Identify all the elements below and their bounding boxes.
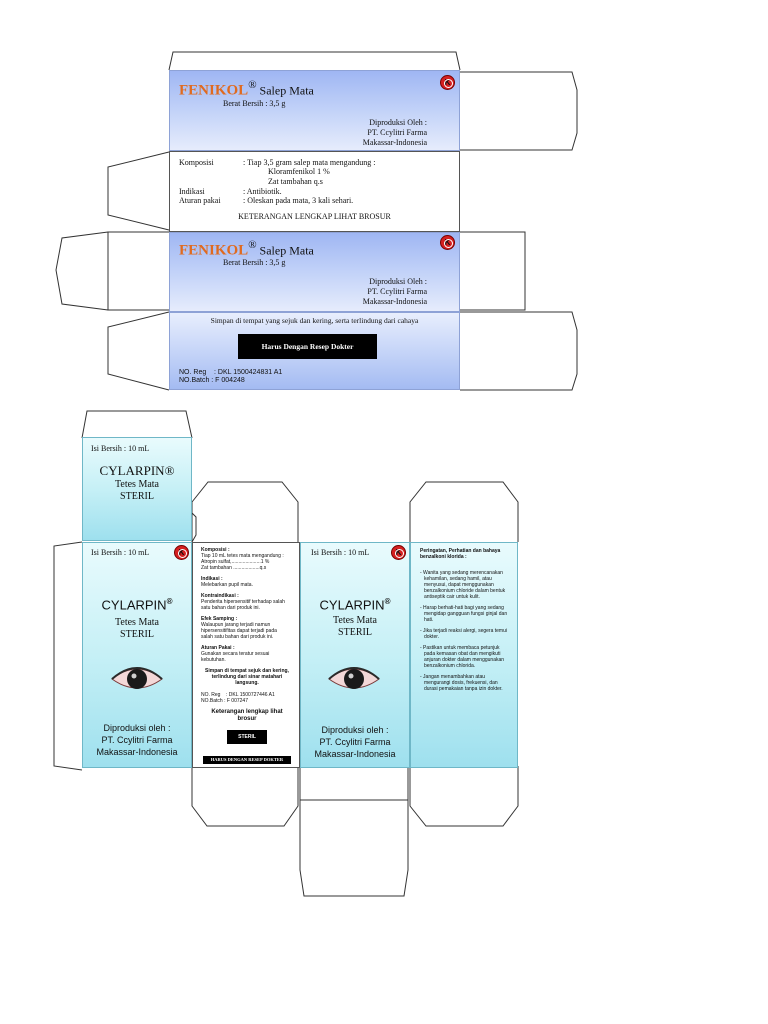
aturan-value: : Oleskan pada mata, 3 kali sehari. [243, 196, 354, 205]
storage-text: Simpan di tempat yang sejuk dan kering, serta terlindung dari cahaya [210, 316, 419, 325]
cylarpin-brand: CYLARPIN® [99, 463, 175, 478]
warning-block [420, 548, 514, 692]
fenikol-company: PT. Ccylitri Farma [367, 128, 427, 137]
warning-line: - Harap berhati-hati bagi yang sedang [420, 605, 504, 611]
indikasi-heading: Indikasi : [201, 576, 223, 582]
info-block [201, 547, 293, 723]
warning-line: benzalkonium chlorida. [424, 663, 476, 669]
kontra-line: Penderita hipersensitif terhadap salah [201, 599, 285, 605]
warning-line: benzalkonium chloride dalam bentuk [424, 588, 506, 594]
cylarpin-sub1: Tetes Mata [114, 479, 159, 490]
fenikol-nobatch: NO.Batch : F 004248 [179, 377, 245, 384]
fenikol-brand: FENIKOL [179, 242, 249, 259]
fenikol-reg-mark: ® [248, 239, 257, 251]
keterangan-line: brosur [237, 716, 257, 722]
fenikol-net-weight: Berat Bersih : 3,5 g [223, 99, 286, 108]
cylarpin-company: PT. Ccylitri Farma [101, 735, 173, 745]
prescription-button: Harus Dengan Resep Dokter [238, 334, 377, 359]
kontra-line: satu bahan dari produk ini. [201, 605, 260, 611]
zat-tambahan-line: Zat tambahan q.s [268, 177, 323, 186]
komposisi-line: Zat tambahan ...................q.s [201, 565, 267, 571]
simpan-line: terlindung dari sinar matahari [211, 674, 283, 680]
warning-line: - Jika terjadi reaksi alergi, segera temui [420, 628, 507, 634]
keterangan-text: KETERANGAN LENGKAP LIHAT BROSUR [238, 212, 391, 221]
cylarpin-sub1: Tetes Mata [332, 615, 377, 626]
komposisi-heading: Komposisi : [201, 547, 230, 553]
efek-line: Walaupun jarang terjadi namun [201, 622, 271, 628]
fenikol-produced-by: Diproduksi Oleh : [369, 118, 427, 127]
simpan-line: Simpan di tempat sejuk dan kering, [205, 668, 289, 674]
aturan-label: Aturan pakai [179, 196, 221, 205]
cylarpin-front-panel-1 [82, 542, 192, 768]
fenikol-composition-panel [169, 151, 460, 232]
fenikol-bottom-panel [169, 312, 460, 390]
aturan-line: Gunakan secara teratur sesuai [201, 651, 270, 657]
net-volume: Isi Bersih : 10 mL [91, 548, 150, 557]
warning-line: mengurangi dosis, frekuensi, dan [424, 680, 498, 686]
warning-line: - Wanita yang sedang merencanakan [420, 570, 503, 576]
fenikol-noreg: NO. Reg : DKL 1500424831 A1 [179, 369, 283, 376]
k-logo-icon: K [440, 75, 455, 90]
cylarpin-city: Makassar-Indonesia [96, 747, 178, 757]
komposisi-line: Tiap 10 mL tetes mata mengandung : [201, 553, 284, 559]
k-logo-icon: K [174, 545, 189, 560]
aturan-line: kebutuhan. [201, 657, 226, 663]
indikasi-label: Indikasi [179, 187, 205, 196]
kontra-heading: Kontraindikasi : [201, 593, 239, 599]
fenikol-title-1 [179, 79, 314, 99]
komposisi-label: Komposisi [179, 158, 214, 167]
fenikol-city: Makassar-Indonesia [362, 297, 427, 306]
fenikol-front-panel-2 [169, 232, 460, 312]
warning-line: - Jangan menambahkan atau [420, 674, 486, 680]
warning-title: Peringatan, Perhatian dan bahaya [420, 548, 501, 554]
warning-line: durasi pemakaian tanpa izin dokter. [424, 686, 503, 692]
cylarpin-sub2: STERIL [338, 627, 372, 638]
eye-icon [110, 665, 164, 693]
simpan-line: langsung. [235, 680, 259, 686]
fenikol-product: Salep Mata [256, 83, 314, 98]
cylarpin-city: Makassar-Indonesia [314, 749, 396, 759]
eye-icon [327, 665, 381, 693]
warning-line: antiseptik cair untuk kulit. [424, 594, 480, 600]
cylarpin-produced-by: Diproduksi oleh : [103, 723, 171, 733]
fenikol-net-weight: Berat Bersih : 3,5 g [223, 258, 286, 267]
cylarpin-warning-panel [410, 542, 518, 768]
cylarpin-top-panel [82, 437, 192, 541]
net-volume: Isi Bersih : 10 mL [311, 548, 370, 557]
fenikol-brand: FENIKOL [179, 82, 249, 99]
komposisi-value: : Tiap 3,5 gram salep mata mengandung : [243, 158, 376, 167]
cylarpin-brand: CYLARPIN® [101, 597, 173, 613]
warning-line: anjuran dokter dalam menggunakan [424, 657, 505, 663]
warning-line: - Pastikan untuk membaca petunjuk [420, 645, 500, 651]
aturan-heading: Aturan Pakai : [201, 645, 235, 651]
keterangan-line: Keterangan lengkap lihat [211, 709, 283, 715]
cylarpin-sub2: STERIL [120, 629, 154, 640]
cylarpin-nobatch: NO.Batch : F 007247 [201, 698, 248, 704]
fenikol-product: Salep Mata [256, 243, 314, 258]
indikasi-line: Melebarkan pupil mata. [201, 582, 253, 588]
fenikol-title-2 [179, 239, 314, 259]
kloramfenikol-line: Kloramfenikol 1 % [268, 167, 330, 176]
komposisi-line: Atropin sulfat,.....................1 % [201, 559, 270, 565]
fenikol-city: Makassar-Indonesia [362, 138, 427, 147]
cylarpin-noreg: NO. Reg : DKL 1500727446 A1 [201, 692, 275, 698]
cylarpin-sub2: STERIL [120, 491, 154, 502]
warning-line: kehamilan, sedang hamil, atau [424, 576, 492, 582]
fenikol-produced-by: Diproduksi Oleh : [369, 277, 427, 286]
warning-line: hati. [424, 617, 434, 623]
efek-line: hipersensitifitas dapat terjadi pada [201, 628, 277, 634]
cylarpin-front-panel-2 [300, 542, 410, 768]
indikasi-value: : Antibiotik. [243, 187, 282, 196]
cylarpin-info-panel [192, 542, 300, 768]
warning-title: benzalkoni klorida : [420, 554, 467, 560]
k-logo-icon: K [440, 235, 455, 250]
net-volume: Isi Bersih : 10 mL [91, 444, 150, 453]
fenikol-reg-mark: ® [248, 79, 257, 91]
fenikol-front-panel-1 [169, 70, 460, 151]
warning-line: menyusui, dapat menggunakan [424, 582, 494, 588]
warning-line: dokter. [424, 634, 440, 640]
steril-button: STERIL [227, 730, 267, 744]
efek-line: salah satu bahan dari produk ini. [201, 634, 274, 640]
fenikol-company: PT. Ccylitri Farma [367, 287, 427, 296]
efek-heading: Efek Samping : [201, 616, 238, 622]
cylarpin-sub1: Tetes Mata [114, 617, 159, 628]
warning-line: mengidap gangguan fungsi ginjal dan [424, 611, 508, 617]
k-logo-icon: K [391, 545, 406, 560]
cylarpin-produced-by: Diproduksi oleh : [321, 725, 389, 735]
warning-line: pada kemasan obat dan mengikuti [424, 651, 501, 657]
cylarpin-brand: CYLARPIN® [319, 597, 391, 613]
prescription-bar: HARUS DENGAN RESEP DOKTER [203, 756, 291, 764]
cylarpin-company: PT. Ccylitri Farma [319, 737, 391, 747]
